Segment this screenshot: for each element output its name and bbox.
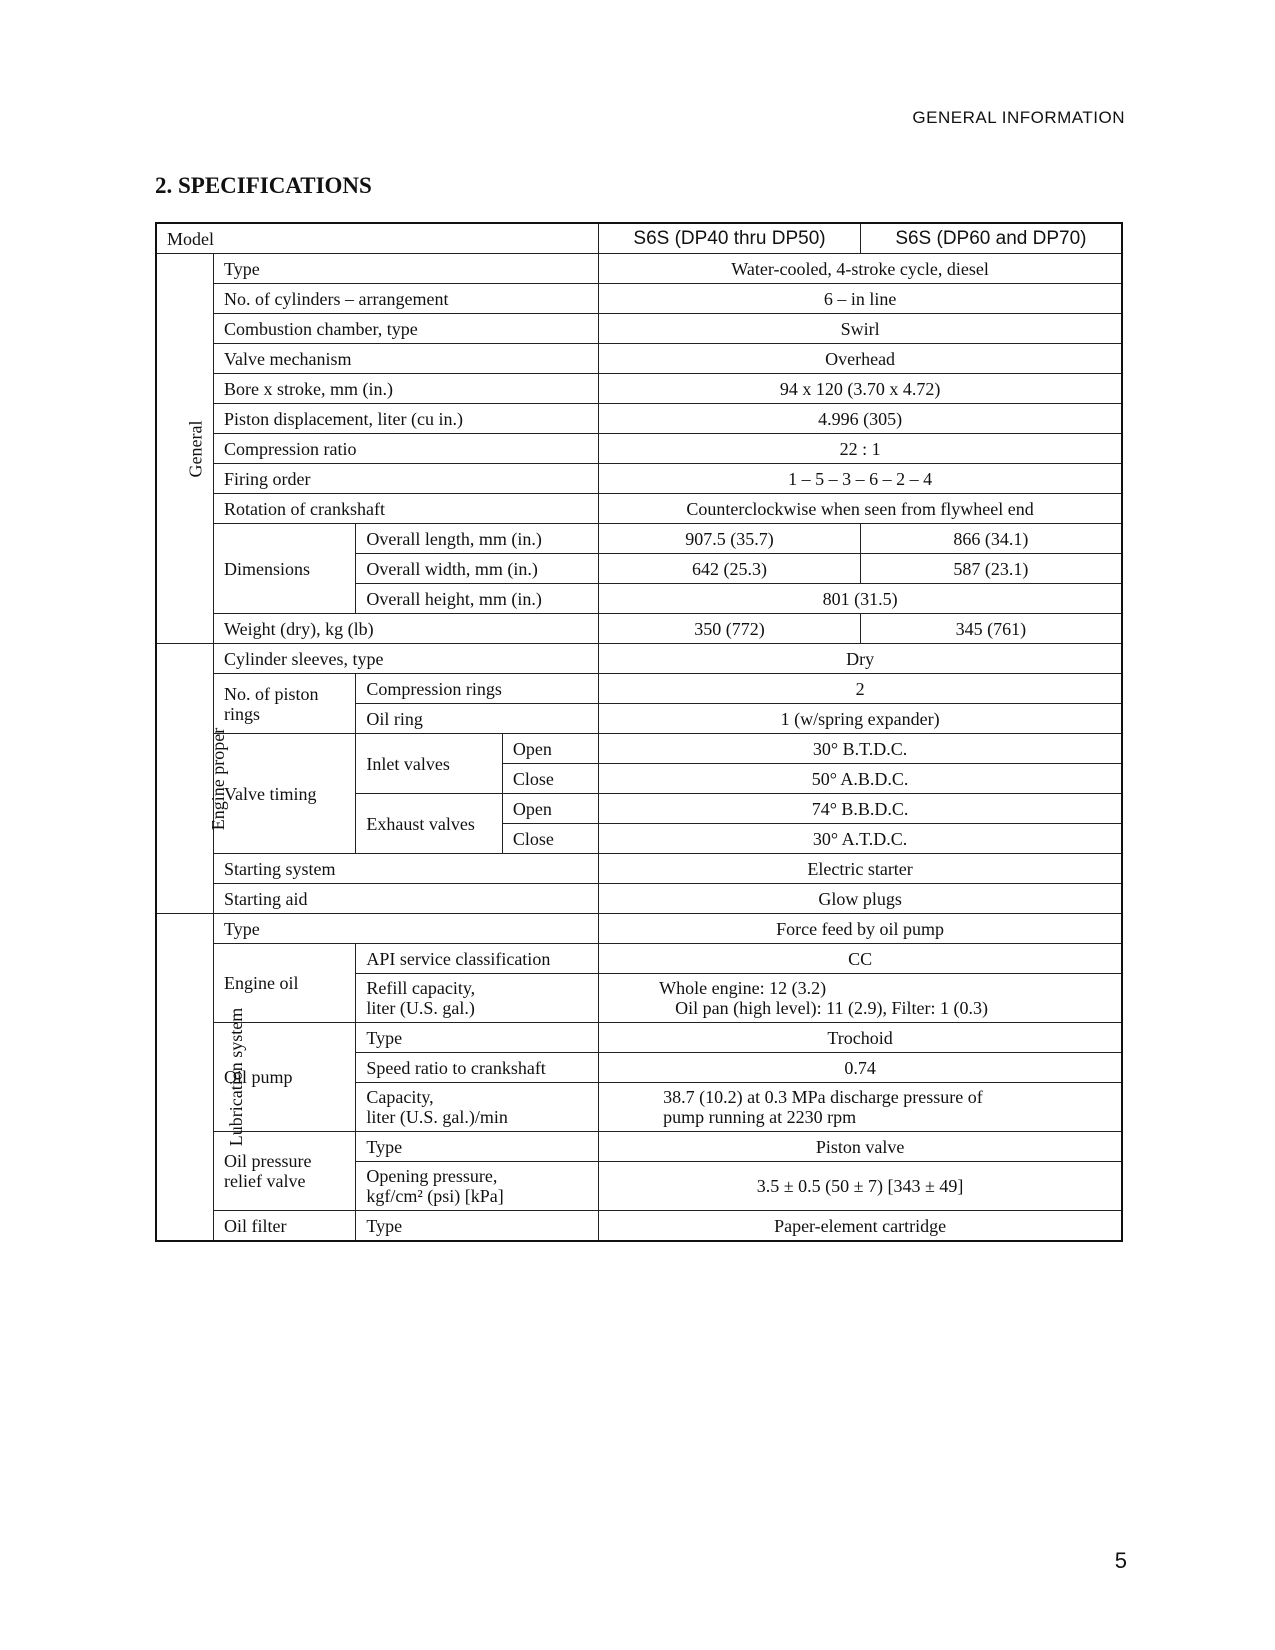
table-row — [156, 314, 1122, 344]
section-title: 2. SPECIFICATIONS — [155, 173, 372, 198]
row-sublabel: Compression rings — [356, 674, 599, 704]
row-label: Engine oil — [214, 944, 356, 1023]
label-line: Opening pressure, — [366, 1166, 498, 1186]
table-row — [156, 434, 1122, 464]
row-label: Type — [214, 914, 599, 944]
row-value: Paper-element cartridge — [599, 1211, 1122, 1242]
model-column-2: S6S (DP60 and DP70) — [860, 223, 1122, 254]
specifications-table — [155, 222, 1123, 1242]
row-value: 30° A.T.D.C. — [599, 824, 1122, 854]
row-sublabel: Type — [356, 1023, 599, 1053]
table-row — [156, 674, 1122, 704]
section-engine-proper — [156, 644, 229, 914]
table-row — [156, 734, 1122, 764]
row-value: Trochoid — [599, 1023, 1122, 1053]
row-label: Rotation of crankshaft — [214, 494, 599, 524]
row-subsublabel: Open — [502, 794, 598, 824]
row-label: Piston displacement, liter (cu in.) — [214, 404, 599, 434]
model-column-1: S6S (DP40 thru DP50) — [599, 223, 861, 254]
row-sublabel: Type — [356, 1211, 599, 1242]
row-label: Valve timing — [214, 734, 356, 854]
row-value: 30° B.T.D.C. — [599, 734, 1122, 764]
row-label: Oil filter — [214, 1211, 356, 1242]
label-line: Refill capacity, — [366, 978, 476, 998]
page-number: 5 — [1114, 1548, 1127, 1573]
row-value: Swirl — [599, 314, 1122, 344]
section-label: Engine proper — [208, 727, 229, 830]
row-value: Dry — [599, 644, 1122, 674]
table-row — [156, 854, 1122, 884]
label-line: liter (U.S. gal.) — [366, 998, 475, 1018]
label-line: Oil pressure — [224, 1151, 312, 1171]
section-label: General — [185, 420, 206, 477]
row-label: Dimensions — [214, 524, 356, 614]
table-row — [156, 644, 1122, 674]
table-row — [156, 914, 1122, 944]
table-row — [156, 614, 1122, 644]
row-sublabel: Oil ring — [356, 704, 599, 734]
row-label: Combustion chamber, type — [214, 314, 599, 344]
row-label: Bore x stroke, mm (in.) — [214, 374, 599, 404]
row-value: 2 — [599, 674, 1122, 704]
section-label: Lubrication system — [226, 1007, 247, 1147]
row-label: No. of cylinders – arrangement — [214, 284, 599, 314]
row-value: 74° B.B.D.C. — [599, 794, 1122, 824]
table-row — [156, 464, 1122, 494]
row-value: 50° A.B.D.C. — [599, 764, 1122, 794]
row-label: Cylinder sleeves, type — [214, 644, 599, 674]
row-value: 0.74 — [599, 1053, 1122, 1083]
row-value: Water-cooled, 4-stroke cycle, diesel — [599, 254, 1122, 284]
row-value: Counterclockwise when seen from flywheel end — [599, 494, 1122, 524]
row-label: Compression ratio — [214, 434, 599, 464]
table-row — [156, 254, 1122, 284]
row-value: Overhead — [599, 344, 1122, 374]
row-sublabel: Overall length, mm (in.) — [356, 524, 599, 554]
label-line: Capacity, — [366, 1087, 434, 1107]
row-subsublabel: Close — [502, 824, 598, 854]
table-row — [156, 223, 1122, 254]
table-row — [156, 404, 1122, 434]
row-value: 4.996 (305) — [599, 404, 1122, 434]
row-value: 350 (772) — [599, 614, 861, 644]
row-value: 1 (w/spring expander) — [599, 704, 1122, 734]
row-value: 642 (25.3) — [599, 554, 861, 584]
section-general — [156, 254, 214, 644]
row-sublabel: Inlet valves — [356, 734, 503, 794]
row-subsublabel: Close — [502, 764, 598, 794]
table-row — [156, 1132, 1122, 1162]
row-value: 6 – in line — [599, 284, 1122, 314]
table-row — [156, 494, 1122, 524]
row-value: Electric starter — [599, 854, 1122, 884]
row-label: Valve mechanism — [214, 344, 599, 374]
table-row — [156, 884, 1122, 914]
value-line: 38.7 (10.2) at 0.3 MPa discharge pressure of — [663, 1087, 983, 1107]
row-subsublabel: Open — [502, 734, 598, 764]
table-row — [156, 1211, 1122, 1242]
row-label: Oil pump — [214, 1023, 356, 1132]
row-value — [599, 974, 1122, 1023]
row-sublabel: Overall height, mm (in.) — [356, 584, 599, 614]
label-line: kgf/cm² (psi) [kPa] — [366, 1186, 504, 1206]
row-sublabel: API service classification — [356, 944, 599, 974]
row-label: No. of piston rings — [214, 674, 356, 734]
row-label: Firing order — [214, 464, 599, 494]
row-sublabel: Exhaust valves — [356, 794, 503, 854]
row-sublabel: Type — [356, 1132, 599, 1162]
row-sublabel — [356, 1083, 599, 1132]
value-line: Oil pan (high level): 11 (2.9), Filter: 1 (0.3) — [675, 998, 988, 1018]
label-line: liter (U.S. gal.)/min — [366, 1107, 508, 1127]
row-label: Starting system — [214, 854, 599, 884]
row-label: Weight (dry), kg (lb) — [214, 614, 599, 644]
row-sublabel — [356, 1162, 599, 1211]
row-sublabel: Overall width, mm (in.) — [356, 554, 599, 584]
row-label: Type — [214, 254, 599, 284]
table-row — [156, 524, 1122, 554]
row-value: 345 (761) — [860, 614, 1122, 644]
running-header: GENERAL INFORMATION — [912, 108, 1125, 127]
row-value: Glow plugs — [599, 884, 1122, 914]
table-row — [156, 374, 1122, 404]
row-value — [599, 1083, 1122, 1132]
label-line: relief valve — [224, 1171, 306, 1191]
row-value: 94 x 120 (3.70 x 4.72) — [599, 374, 1122, 404]
row-value: 907.5 (35.7) — [599, 524, 861, 554]
value-line: pump running at 2230 rpm — [663, 1107, 857, 1127]
row-value: 801 (31.5) — [599, 584, 1122, 614]
row-value: CC — [599, 944, 1122, 974]
model-label: Model — [156, 223, 599, 254]
table-row — [156, 284, 1122, 314]
value-line: Whole engine: 12 (3.2) — [659, 978, 827, 998]
row-sublabel: Speed ratio to crankshaft — [356, 1053, 599, 1083]
row-label: Starting aid — [214, 884, 599, 914]
row-value: 866 (34.1) — [860, 524, 1122, 554]
row-value: 587 (23.1) — [860, 554, 1122, 584]
row-value: Piston valve — [599, 1132, 1122, 1162]
row-value: Force feed by oil pump — [599, 914, 1122, 944]
row-sublabel — [356, 974, 599, 1023]
row-value: 1 – 5 – 3 – 6 – 2 – 4 — [599, 464, 1122, 494]
table-row — [156, 1023, 1122, 1053]
table-row — [156, 344, 1122, 374]
row-value: 22 : 1 — [599, 434, 1122, 464]
row-value: 3.5 ± 0.5 (50 ± 7) [343 ± 49] — [599, 1162, 1122, 1211]
table-row — [156, 944, 1122, 974]
